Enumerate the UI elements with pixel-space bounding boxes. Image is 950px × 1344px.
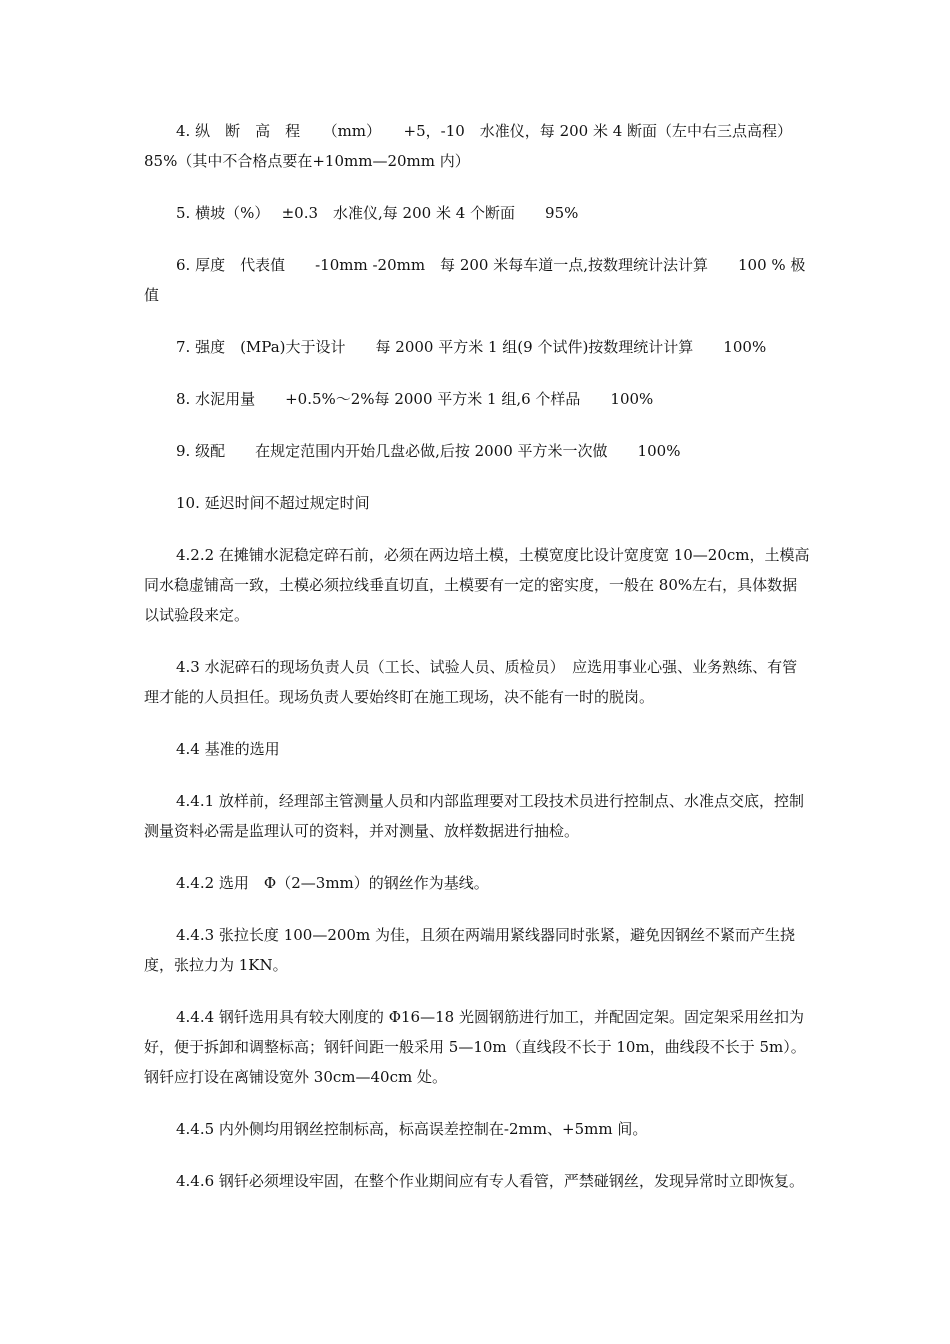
paragraph-4-3: 4.3 水泥碎石的现场负责人员（工长、试验人员、质检员） 应选用事业心强、业务熟练、有管理才能的人员担任。现场负责人要始终盯在施工现场，决不能有一时的脱岗。 bbox=[144, 658, 798, 706]
paragraph-4-4-1: 4.4.1 放样前，经理部主管测量人员和内部监理要对工段技术员进行控制点、水准点交底，控制测量资料必需是监理认可的资料，并对测量、放样数据进行抽检。 bbox=[144, 792, 804, 840]
paragraph-item-8-cement-content: 8. 水泥用量 +0.5%～2%每 2000 平方米 1 组,6 个样品 100% bbox=[176, 390, 654, 408]
paragraph-4-4-4: 4.4.4 钢钎选用具有较大刚度的 Φ16—18 光圆钢筋进行加工，并配固定架。固定架采用丝扣为好，便于拆卸和调整标高；钢钎间距一般采用 5—10m（直线段不长于 10m，曲线段不长于 5m）。钢钎应打设在离铺设宽外 30cm—40cm 处。 bbox=[144, 1008, 806, 1086]
document-body bbox=[144, 116, 815, 1218]
paragraph-4-4-6: 4.4.6 钢钎必须埋设牢固，在整个作业期间应有专人看管，严禁碰钢丝，发现异常时立即恢复。 bbox=[176, 1172, 804, 1190]
paragraph-item-6-thickness: 6. 厚度 代表值 -10mm -20mm 每 200 米每车道一点,按数理统计法计算 100 % 极值 bbox=[144, 256, 806, 304]
paragraph-4-2-2: 4.2.2 在摊铺水泥稳定碎石前，必须在两边培土模，土模宽度比设计宽度宽 10—20cm，土模高同水稳虚铺高一致，土模必须拉线垂直切直，土模要有一定的密实度，一般在 80%左右，具体数据以试验段来定。 bbox=[144, 546, 810, 624]
paragraph-4-4-3: 4.4.3 张拉长度 100—200m 为佳，且须在两端用紧线器同时张紧，避免因钢丝不紧而产生挠度，张拉力为 1KN。 bbox=[144, 926, 795, 974]
paragraph-item-5-cross-slope: 5. 横坡（%） ±0.3 水准仪,每 200 米 4 个断面 95% bbox=[176, 204, 579, 222]
paragraph-item-9-gradation: 9. 级配 在规定范围内开始几盘必做,后按 2000 平方米一次做 100% bbox=[176, 442, 681, 460]
paragraph-4-4-2: 4.4.2 选用 Φ（2—3mm）的钢丝作为基线。 bbox=[176, 874, 489, 892]
paragraph-item-4-elevation: 4. 纵 断 高 程 （mm） +5，-10 水准仪，每 200 米 4 断面（左中右三点高程） 85%（其中不合格点要在+10mm—20mm 内） bbox=[144, 122, 815, 170]
paragraph-item-7-strength: 7. 强度 (MPa)大于设计 每 2000 平方米 1 组(9 个试件)按数理统计计算 100% bbox=[176, 338, 767, 356]
paragraph-4-4-5: 4.4.5 内外侧均用钢丝控制标高，标高误差控制在-2mm、+5mm 间。 bbox=[176, 1120, 648, 1138]
section-heading-4-4: 4.4 基准的选用 bbox=[176, 740, 280, 758]
paragraph-item-10-delay-time: 10. 延迟时间不超过规定时间 bbox=[176, 494, 370, 512]
